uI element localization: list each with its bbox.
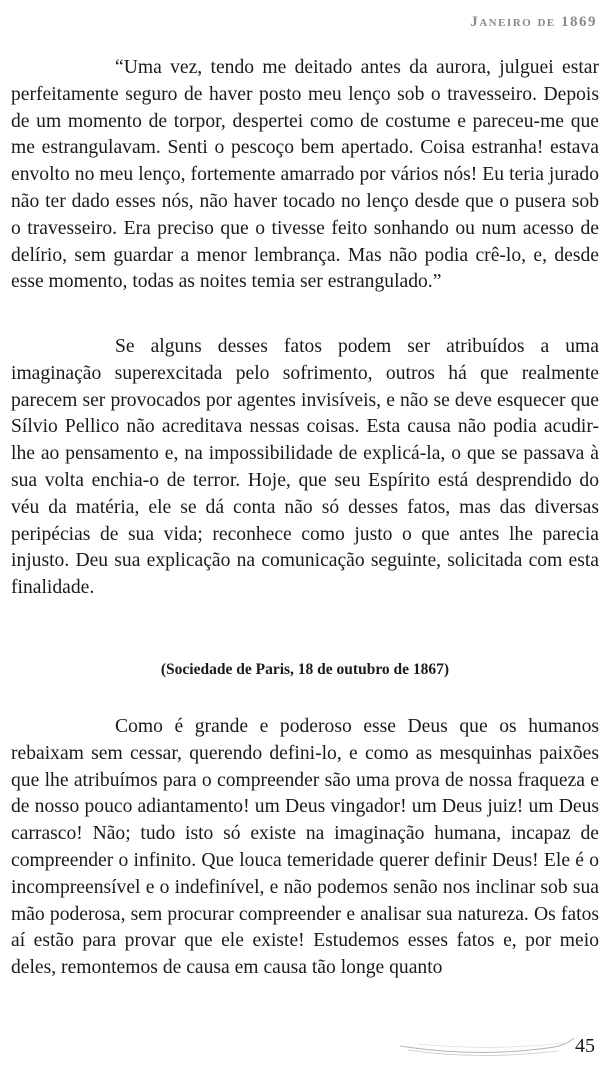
- page-number: 45: [575, 1035, 595, 1057]
- body-paragraph: “Uma vez, tendo me deitado antes da aurora, julguei estar perfeitamente seguro de haver posto meu lenço sob o travesseiro. Depois de um momento de torpor, despertei como de costume e pareceu-me que me estrangulavam. Senti o pescoço bem apertado. Coisa estranha! estava envolto no meu lenço, fortemente amarrado por vários nós! Eu teria jurado não ter dado esses nós, não haver tocado no lenço desde que o pusera sob o travesseiro. Era preciso que o tivesse feito sonhando ou num acesso de delírio, sem guardar a menor lembrança. Mas não podia crê-lo, e, desde esse momento, todas as noites temia ser estrangulado.”: [11, 57, 599, 293]
- body-paragraph: Se alguns desses fatos podem ser atribuídos a uma imaginação superexcitada pelo sofrimento, outros há que realmente parecem ser provocados por agentes invisíveis, e não se deve esquecer que Sílvio Pellico não acreditava nessas coisas. Esta causa não podia acudir-lhe ao pensamento e, na impossibilidade de explicá-la, o que se passava à sua volta enchia-o de terror. Hoje, que seu Espírito está desprendido do véu da matéria, ele se dá conta não só desses fatos, mas das diversas peripécias de sua vida; reconhece como justo o que antes lhe parecia injusto. Deu sua explicação na comunicação seguinte, solicitada com esta finalidade.: [11, 336, 599, 599]
- section-heading: (Sociedade de Paris, 18 de outubro de 1867): [160, 661, 450, 678]
- decorative-flourish: [398, 1032, 578, 1058]
- body-paragraph: Como é grande e poderoso esse Deus que os humanos rebaixam sem cessar, querendo defini-lo, e como as mesquinhas paixões que lhe atribuímos para o compreender são uma prova de nossa fraqueza e de nosso pouco adiantamento! um Deus vingador! um Deus juiz! um Deus carrasco! Não; tudo isto só existe na imaginação humana, incapaz de compreender o infinito. Que louca temeridade querer definir Deus! Ele é o incompreensível e o indefinível, e não podemos senão nos inclinar sob sua mão poderosa, sem procurar compreender e analisar sua natureza. Os fatos aí estão para provar que ele existe! Estudemos esses fatos e, por meio deles, remontemos de causa em causa tão longe quanto: [11, 716, 599, 979]
- running-header: Janeiro de 1869: [470, 14, 597, 30]
